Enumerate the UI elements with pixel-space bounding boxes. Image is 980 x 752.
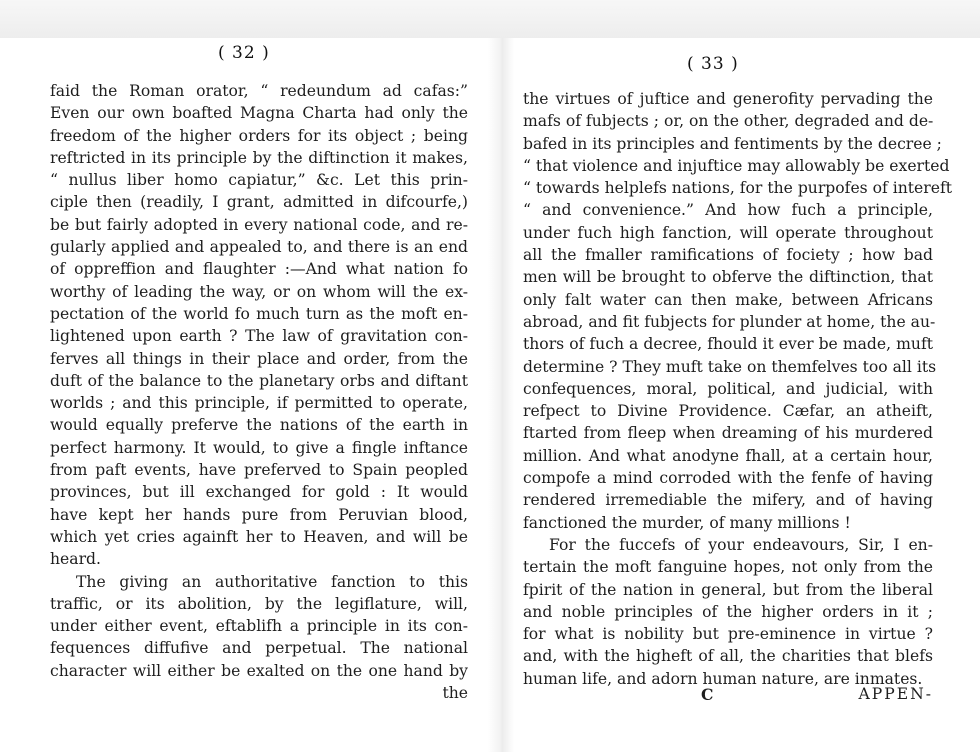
text-line: rendered irremediable the mifery, and of having [523, 491, 933, 510]
text-line: of oppreffion and flaughter :—And what nation fo [50, 260, 468, 279]
text-line: traffic, or its abolition, by the legiflature, will, [50, 594, 468, 613]
text-line: and noble principles of the higher orders in it ; [523, 602, 933, 621]
text-line: the [442, 684, 468, 703]
text-line: character will either be exalted on the one hand by [50, 661, 468, 680]
book-gutter [488, 38, 514, 752]
text-line: refpect to Divine Providence. Cæfar, an atheift, [523, 402, 933, 421]
scan-top-margin [0, 0, 980, 38]
text-line: from paft events, have preferved to Spain peopled [50, 461, 468, 480]
text-line: fpirit of the nation in general, but from the liberal [523, 580, 933, 599]
text-line: all the fmaller ramifications of fociety ; how bad [523, 246, 933, 265]
text-line: ciple then (readily, I grant, admitted in difcourfe,) [50, 193, 468, 212]
text-line: “ and convenience.” And how fuch a principle, [523, 201, 933, 220]
text-line: gularly applied and appealed to, and there is an end [50, 238, 468, 257]
text-line: fanctioned the murder, of many millions ! [523, 513, 851, 532]
signature-mark: C [701, 685, 714, 704]
right-page-text [523, 88, 952, 690]
text-line: confequences, moral, political, and judicial, with [523, 379, 933, 398]
text-line: be but fairly adopted in every national code, and re- [50, 215, 468, 234]
text-line: “ that violence and injuftice may allowably be exerted [523, 156, 950, 175]
left-page-number: ( 32 ) [218, 43, 270, 63]
text-line: heard. [50, 550, 101, 569]
text-line: for what is nobility but pre-eminence in virtue ? [523, 625, 933, 644]
text-line: under either event, eftablifh a principle in its con- [50, 617, 468, 636]
text-line: compofe a mind corroded with the fenfe of having [523, 469, 933, 488]
text-line: duft of the balance to the planetary orbs and diftant [50, 371, 468, 390]
text-line: only falt water can then make, between Africans [523, 290, 933, 309]
text-line: Even our own boafted Magna Charta had only the [50, 104, 468, 123]
text-line: lightened upon earth ? The law of gravitation con- [50, 327, 468, 346]
text-line: freedom of the higher orders for its object ; being [50, 126, 468, 145]
text-line: thors of fuch a decree, fhould it ever be made, muft [523, 335, 933, 354]
left-page-text [50, 80, 468, 704]
text-line: “ towards helplefs nations, for the purpofes of intereft [523, 179, 952, 198]
right-page-footer [523, 685, 933, 707]
text-line: bafed in its principles and fentiments by the decree ; [523, 134, 942, 153]
text-line: For the fuccefs of your endeavours, Sir, I en- [549, 535, 933, 554]
text-line: men will be brought to obferve the diftinction, that [523, 268, 933, 287]
text-line: tertain the moft fanguine hopes, not only from the [523, 558, 933, 577]
text-line: have kept her hands pure from Peruvian blood, [50, 505, 468, 524]
text-line: perfect harmony. It would, to give a fingle inftance [50, 438, 468, 457]
text-line: “ nullus liber homo capiatur,” &c. Let this prin- [50, 171, 468, 190]
text-line: ftarted from fleep when dreaming of his murdered [523, 424, 933, 443]
text-line: would equally preferve the nations of the earth in [50, 416, 468, 435]
text-line: faid the Roman orator, “ redeundum ad cafas:” [50, 82, 468, 100]
text-line: determine ? They muft take on themfelves too all its [523, 357, 937, 376]
text-line: provinces, but ill exchanged for gold : It would [50, 483, 468, 502]
text-line: under fuch high fanction, will operate throughout [523, 223, 933, 242]
text-line: mafs of fubjects ; or, on the other, degraded and de- [523, 112, 934, 131]
text-line: million. And what anodyne fhall, at a certain hour, [523, 446, 933, 465]
right-page-number: ( 33 ) [687, 54, 739, 74]
catchword: APPEN- [858, 685, 933, 703]
text-line: pectation of the world fo much turn as the moft en- [50, 304, 468, 323]
text-line: worlds ; and this principle, if permitted to operate, [50, 394, 468, 413]
text-line: The giving an authoritative fanction to this [76, 572, 468, 591]
text-line: the virtues of juftice and generofity pervading the [523, 90, 933, 108]
text-line: ferves all things in their place and order, from the [50, 349, 468, 368]
text-line: fequences diffufive and perpetual. The national [50, 639, 468, 658]
text-line: and, with the higheft of all, the charities that blefs [523, 647, 933, 666]
text-line: which yet cries againft her to Heaven, and will be [50, 527, 468, 546]
text-line: reftricted in its principle by the diftinction it makes, [50, 148, 468, 167]
text-line: abroad, and fit fubjects for plunder at home, the au- [523, 312, 936, 331]
text-line: worthy of leading the way, or on whom will the ex- [50, 282, 468, 301]
text-line: human life, and adorn human nature, are inmates. [523, 669, 923, 688]
